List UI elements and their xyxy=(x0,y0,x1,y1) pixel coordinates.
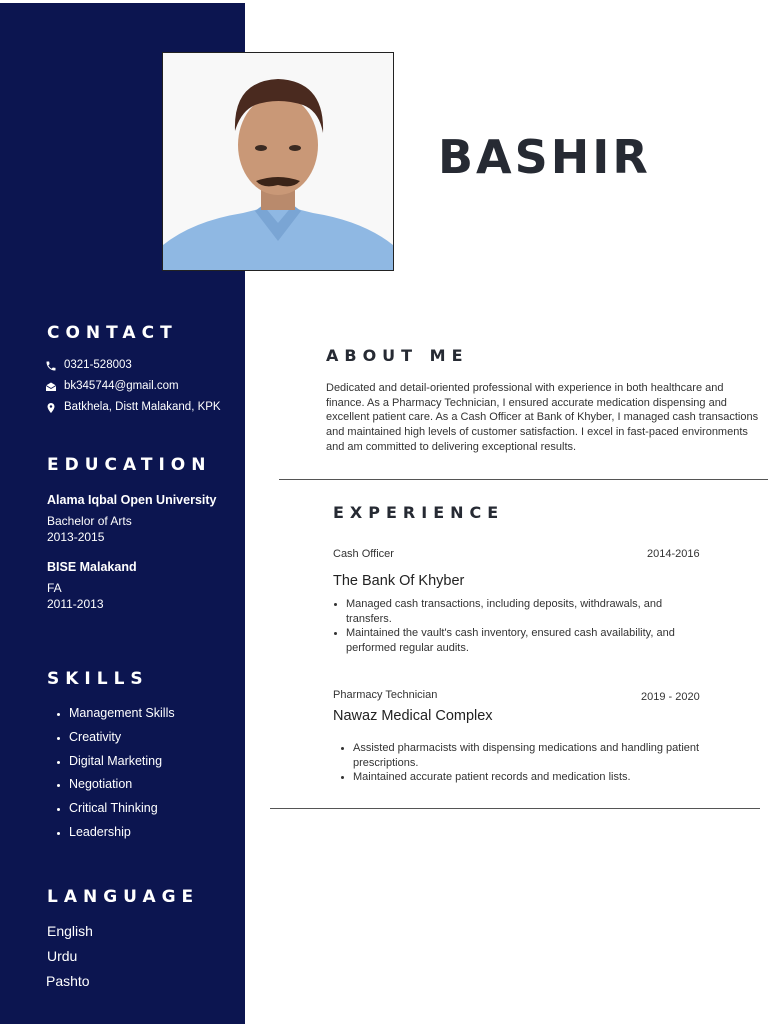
location-icon xyxy=(45,402,57,414)
phone-number: 0321-528003 xyxy=(64,359,132,372)
address-text: Batkhela, Distt Malakand, KPK xyxy=(64,401,221,414)
job-dates: 2019 - 2020 xyxy=(641,691,700,703)
job-bullets xyxy=(340,741,711,785)
job-title: Cash Officer xyxy=(333,548,394,560)
education-heading: EDUCATION xyxy=(47,455,212,475)
about-heading: ABOUT ME xyxy=(326,346,469,365)
phone-icon xyxy=(45,360,57,372)
divider xyxy=(279,479,768,480)
about-text: Dedicated and detail-oriented professional with experience in both healthcare and finance. As a Pharmacy Technician, I ensured accurate medication dispensing and excellent patient care. As a Cash Officer at Bank of Khyber, I managed cash transactions and maintained high levels of customer satisfaction. I excel in fast-paced environments and am committed to delivering exceptional results. xyxy=(326,382,759,453)
education-school: Alama Iqbal Open University xyxy=(47,493,217,507)
skills-heading: SKILLS xyxy=(47,669,149,689)
skill-item: • Leadership xyxy=(69,823,175,847)
skills-list xyxy=(47,704,175,847)
contact-heading: CONTACT xyxy=(47,323,178,343)
job-dates: 2014-2016 xyxy=(647,548,700,560)
job-bullet: • Assisted pharmacists with dispensing medications and handling patient prescriptions. xyxy=(353,741,711,770)
education-degree: FA xyxy=(47,581,62,595)
language-item: Pashto xyxy=(46,973,90,989)
skill-item: • Critical Thinking xyxy=(69,799,175,823)
contact-address xyxy=(45,402,221,414)
email-icon xyxy=(45,381,57,393)
skill-item: • Digital Marketing xyxy=(69,752,175,776)
job-bullets xyxy=(333,597,706,655)
job-bullet: • Maintained the vault's cash inventory, ensured cash availability, and performed regular audits. xyxy=(346,626,706,655)
candidate-name: BASHIR xyxy=(438,130,651,184)
email-address: bk345744@gmail.com xyxy=(64,380,179,393)
contact-email xyxy=(45,381,179,393)
contact-phone xyxy=(45,360,132,372)
education-school: BISE Malakand xyxy=(47,560,137,574)
job-bullet: • Maintained accurate patient records and medication lists. xyxy=(353,770,711,785)
education-years: 2013-2015 xyxy=(47,530,105,544)
education-degree: Bachelor of Arts xyxy=(47,514,132,528)
portrait-image xyxy=(163,53,393,270)
job-title: Pharmacy Technician xyxy=(333,689,438,701)
job-bullet: • Managed cash transactions, including deposits, withdrawals, and transfers. xyxy=(346,597,706,626)
company-name: Nawaz Medical Complex xyxy=(333,708,493,724)
divider xyxy=(270,808,760,809)
profile-photo xyxy=(162,52,394,271)
language-heading: LANGUAGE xyxy=(47,887,200,907)
language-item: Urdu xyxy=(47,948,78,964)
skill-item: • Management Skills xyxy=(69,704,175,728)
experience-heading: EXPERIENCE xyxy=(333,503,505,522)
skill-item: • Negotiation xyxy=(69,775,175,799)
language-item: English xyxy=(47,923,93,939)
company-name: The Bank Of Khyber xyxy=(333,573,465,589)
education-years: 2011-2013 xyxy=(47,597,104,611)
skill-item: • Creativity xyxy=(69,728,175,752)
